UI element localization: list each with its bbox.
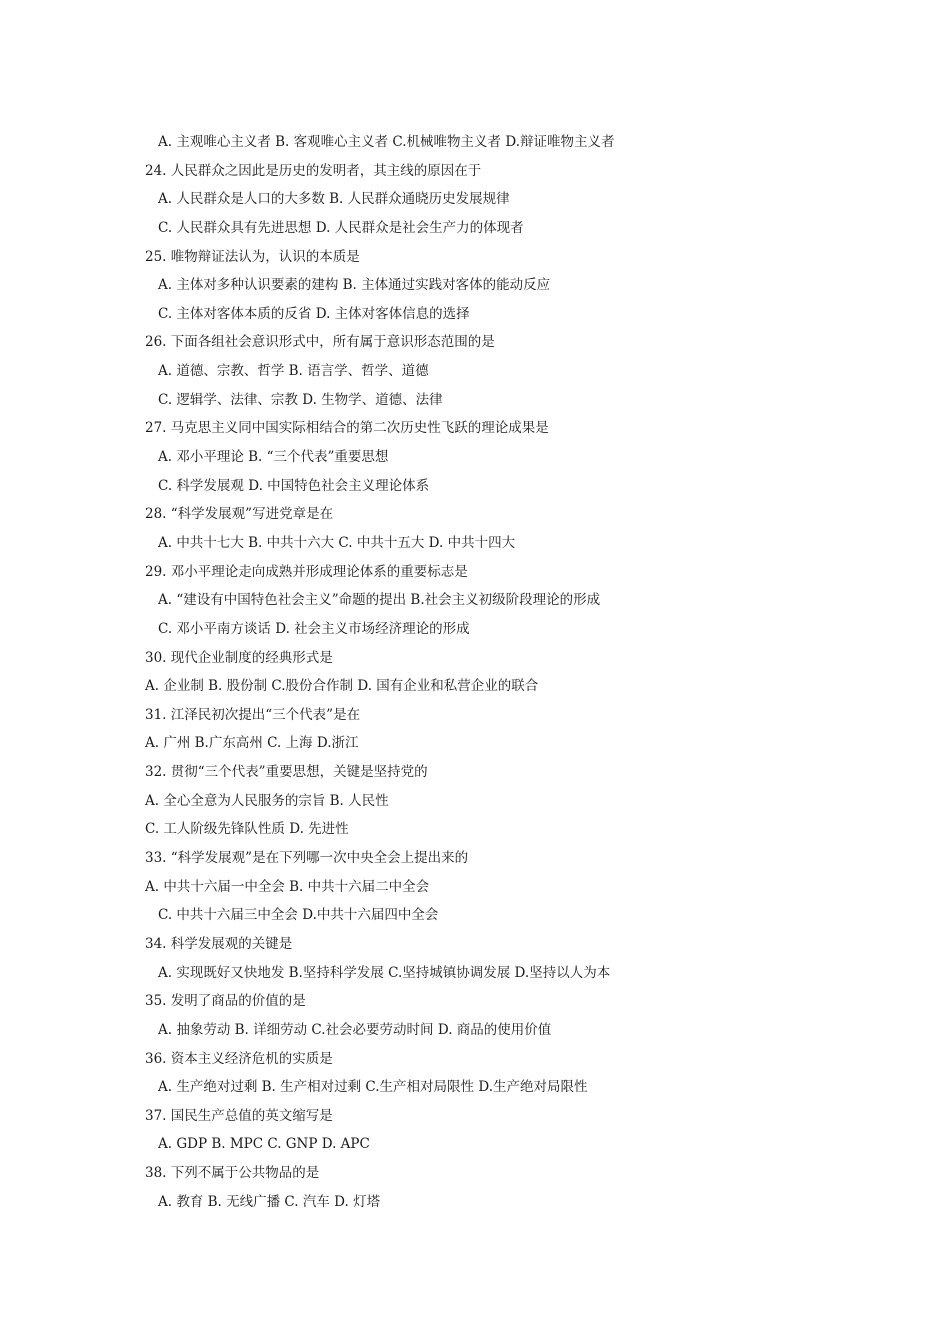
question-text: 29. 邓小平理论走向成熟并形成理论体系的重要标志是 <box>145 563 468 580</box>
question-text: 36. 资本主义经济危机的实质是 <box>145 1050 333 1067</box>
answer-options: A. 主观唯心主义者 B. 客观唯心主义者 C.机械唯物主义者 D.辩证唯物主义者 <box>158 134 615 150</box>
question-text: 28. “科学发展观”写进党章是在 <box>145 506 334 523</box>
question-text: 33. “科学发展观”是在下列哪一次中央全会上提出来的 <box>145 850 469 867</box>
answer-options: A. 道德、宗教、哲学 B. 语言学、哲学、道德 <box>158 363 429 380</box>
answer-options: C. 中共十六届三中全会 D.中共十六届四中全会 <box>158 907 439 924</box>
answer-options: A. 全心全意为人民服务的宗旨 B. 人民性 <box>145 792 389 809</box>
question-text: 35. 发明了商品的价值的是 <box>145 993 306 1010</box>
answer-options: A. 广州 B.广东高州 C. 上海 D.浙江 <box>145 735 359 752</box>
answer-options: A. 中共十七大 B. 中共十六大 C. 中共十五大 D. 中共十四大 <box>158 534 516 551</box>
answer-options: A. 主体对多种认识要素的建构 B. 主体通过实践对客体的能动反应 <box>158 277 551 294</box>
question-text: 32. 贯彻“三个代表”重要思想，关键是坚持党的 <box>145 764 428 781</box>
answer-options: A. 生产绝对过剩 B. 生产相对过剩 C.生产相对局限性 D.生产绝对局限性 <box>158 1079 588 1096</box>
answer-options: A. GDP B. MPC C. GNP D. APC <box>158 1136 370 1153</box>
question-list <box>0 128 950 1216</box>
question-text: 26. 下面各组社会意识形式中，所有属于意识形态范围的是 <box>145 334 495 351</box>
question-text: 34. 科学发展观的关键是 <box>145 935 293 952</box>
question-text: 37. 国民生产总值的英文缩写是 <box>145 1107 333 1124</box>
answer-options: A. 邓小平理论 B. “三个代表”重要思想 <box>158 449 389 466</box>
answer-options: A. 实现既好又快地发 B.坚持科学发展 C.坚持城镇协调发展 D.坚持以人为本 <box>158 964 611 981</box>
question-text: 31. 江泽民初次提出“三个代表”是在 <box>145 706 361 723</box>
question-text: 27. 马克思主义同中国实际相结合的第二次历史性飞跃的理论成果是 <box>145 420 549 437</box>
question-text: 24. 人民群众之因此是历史的发明者，其主线的原因在于 <box>145 162 482 179</box>
question-text: 38. 下列不属于公共物品的是 <box>145 1165 320 1182</box>
answer-options: A. 抽象劳动 B. 详细劳动 C.社会必要劳动时间 D. 商品的使用价值 <box>158 1021 552 1038</box>
answer-options: C. 邓小平南方谈话 D. 社会主义市场经济理论的形成 <box>158 620 470 637</box>
question-text: 30. 现代企业制度的经典形式是 <box>145 649 333 666</box>
answer-options: C. 逻辑学、法律、宗教 D. 生物学、道德、法律 <box>158 391 443 408</box>
answer-options: C. 人民群众具有先进思想 D. 人民群众是社会生产力的体现者 <box>158 219 524 236</box>
question-text: 25. 唯物辩证法认为，认识的本质是 <box>145 248 360 265</box>
answer-options: C. 主体对客体本质的反省 D. 主体对客体信息的选择 <box>158 305 470 322</box>
answer-options: A. “建设有中国特色社会主义”命题的提出 B.社会主义初级阶段理论的形成 <box>158 592 601 609</box>
answer-options: A. 中共十六届一中全会 B. 中共十六届二中全会 <box>145 878 430 895</box>
answer-options: A. 企业制 B. 股份制 C.股份合作制 D. 国有企业和私营企业的联合 <box>145 678 539 695</box>
answer-options: C. 工人阶级先锋队性质 D. 先进性 <box>145 821 349 838</box>
answer-options: A. 教育 B. 无线广播 C. 汽车 D. 灯塔 <box>158 1193 381 1210</box>
answer-options: A. 人民群众是人口的大多数 B. 人民群众通晓历史发展规律 <box>158 191 510 208</box>
answer-options: C. 科学发展观 D. 中国特色社会主义理论体系 <box>158 477 430 494</box>
